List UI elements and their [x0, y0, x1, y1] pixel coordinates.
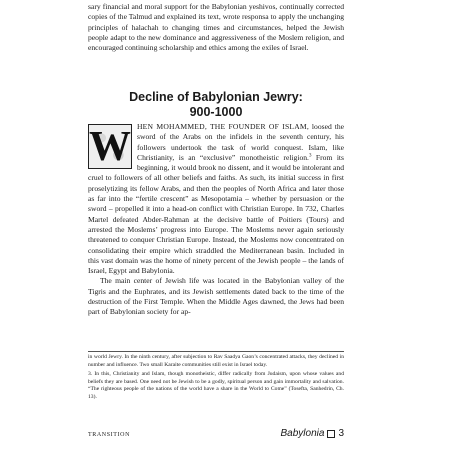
page-number: 3 — [338, 428, 344, 439]
para1-text-b: From its beginning, it would brook no dissent, and it would be intolerant and cruel to followers of all other beliefs and faiths. As such, its initial success in first proselytizing its fellow Arabs, and then the peoples of North Africa and later those as far into the “fertile crescent” as Mesopotamia – whether by persuasion or the sword – propelled it into a head-on conflict with Christian Europe. In 732, Charles Martel defeated Abder-Rahman at the decisive battle of Poitiers (Tours) and arrested the Moslems’ progress into Europe. The Moslems never again seriously threatened to conquer Christian Europe. Instead, the Moslems now concentrated on consolidating their empire which straddled the Mediterranean basin. Included in this vast domain was the home of ninety percent of the Jewish people – the lands of Israel, Egypt and Babylonia. — [88, 152, 344, 276]
dropcap-ornament: W — [89, 123, 131, 170]
footnotes — [88, 351, 344, 404]
section-body — [88, 122, 344, 318]
lead-small-caps: HEN MOHAMMED, THE FOUNDER OF ISLAM, — [137, 122, 309, 131]
section-heading — [88, 90, 344, 120]
footer-page-label — [281, 428, 344, 439]
body-paragraph-1 — [88, 122, 344, 276]
section-title-line2: 900-1000 — [189, 105, 243, 119]
footnote-3: 3. In this, Christianity and Islam, though monotheistic, differ radically from Judaism, upon whose values and beliefs they are based. One need not be Jewish to be a godly, spiritual person and gain immortality and salvation. “The righteous people of the nations of the world have a share in the World to Come” (Tosefta, Sanhedrin, Ch. 13). — [88, 371, 344, 400]
top-paragraph: sary financial and moral support for the Babylonian yeshivos, continually corrected copies of the Talmud and explained its text, wrote responsa to apply the unchanging principles of halachah to changing times and circumstances, helped the Jewish people adapt to the new dominance and aggressiveness of the Moslem religion, and encouraged continuing scholarship and ethics among the exiles of Israel. — [88, 2, 344, 53]
square-icon — [327, 430, 335, 438]
footnote-continued: in world Jewry. In the ninth century, after subjection to Rav Saadya Gaon’s concentrated attacks, they declined in number and influence. Two small Karaite communities still exist in Israel today. — [88, 354, 344, 368]
section-title-line1: Decline of Babylonian Jewry: — [129, 90, 303, 104]
para1-text-a: loosed the sword of the Arabs on the infidels in the seventh century, his followers undertook the task of world conquest. Islam, like Christianity, is an “exclusive” monotheistic religion. — [137, 122, 344, 162]
footer-book-title: TRANSITION — [88, 432, 130, 438]
footer-runner: Babylonia — [280, 428, 325, 439]
document-page — [88, 0, 344, 452]
footnote-ref: 3 — [308, 153, 312, 159]
body-paragraph-2: The main center of Jewish life was located in the Babylonian valley of the Tigris and the Euphrates, and its Jewish settlements dated back to the time of the destruction of the First Temple. When the Middle Ages dawned, the Jews had been part of Babylonian society for ap- — [88, 276, 344, 317]
